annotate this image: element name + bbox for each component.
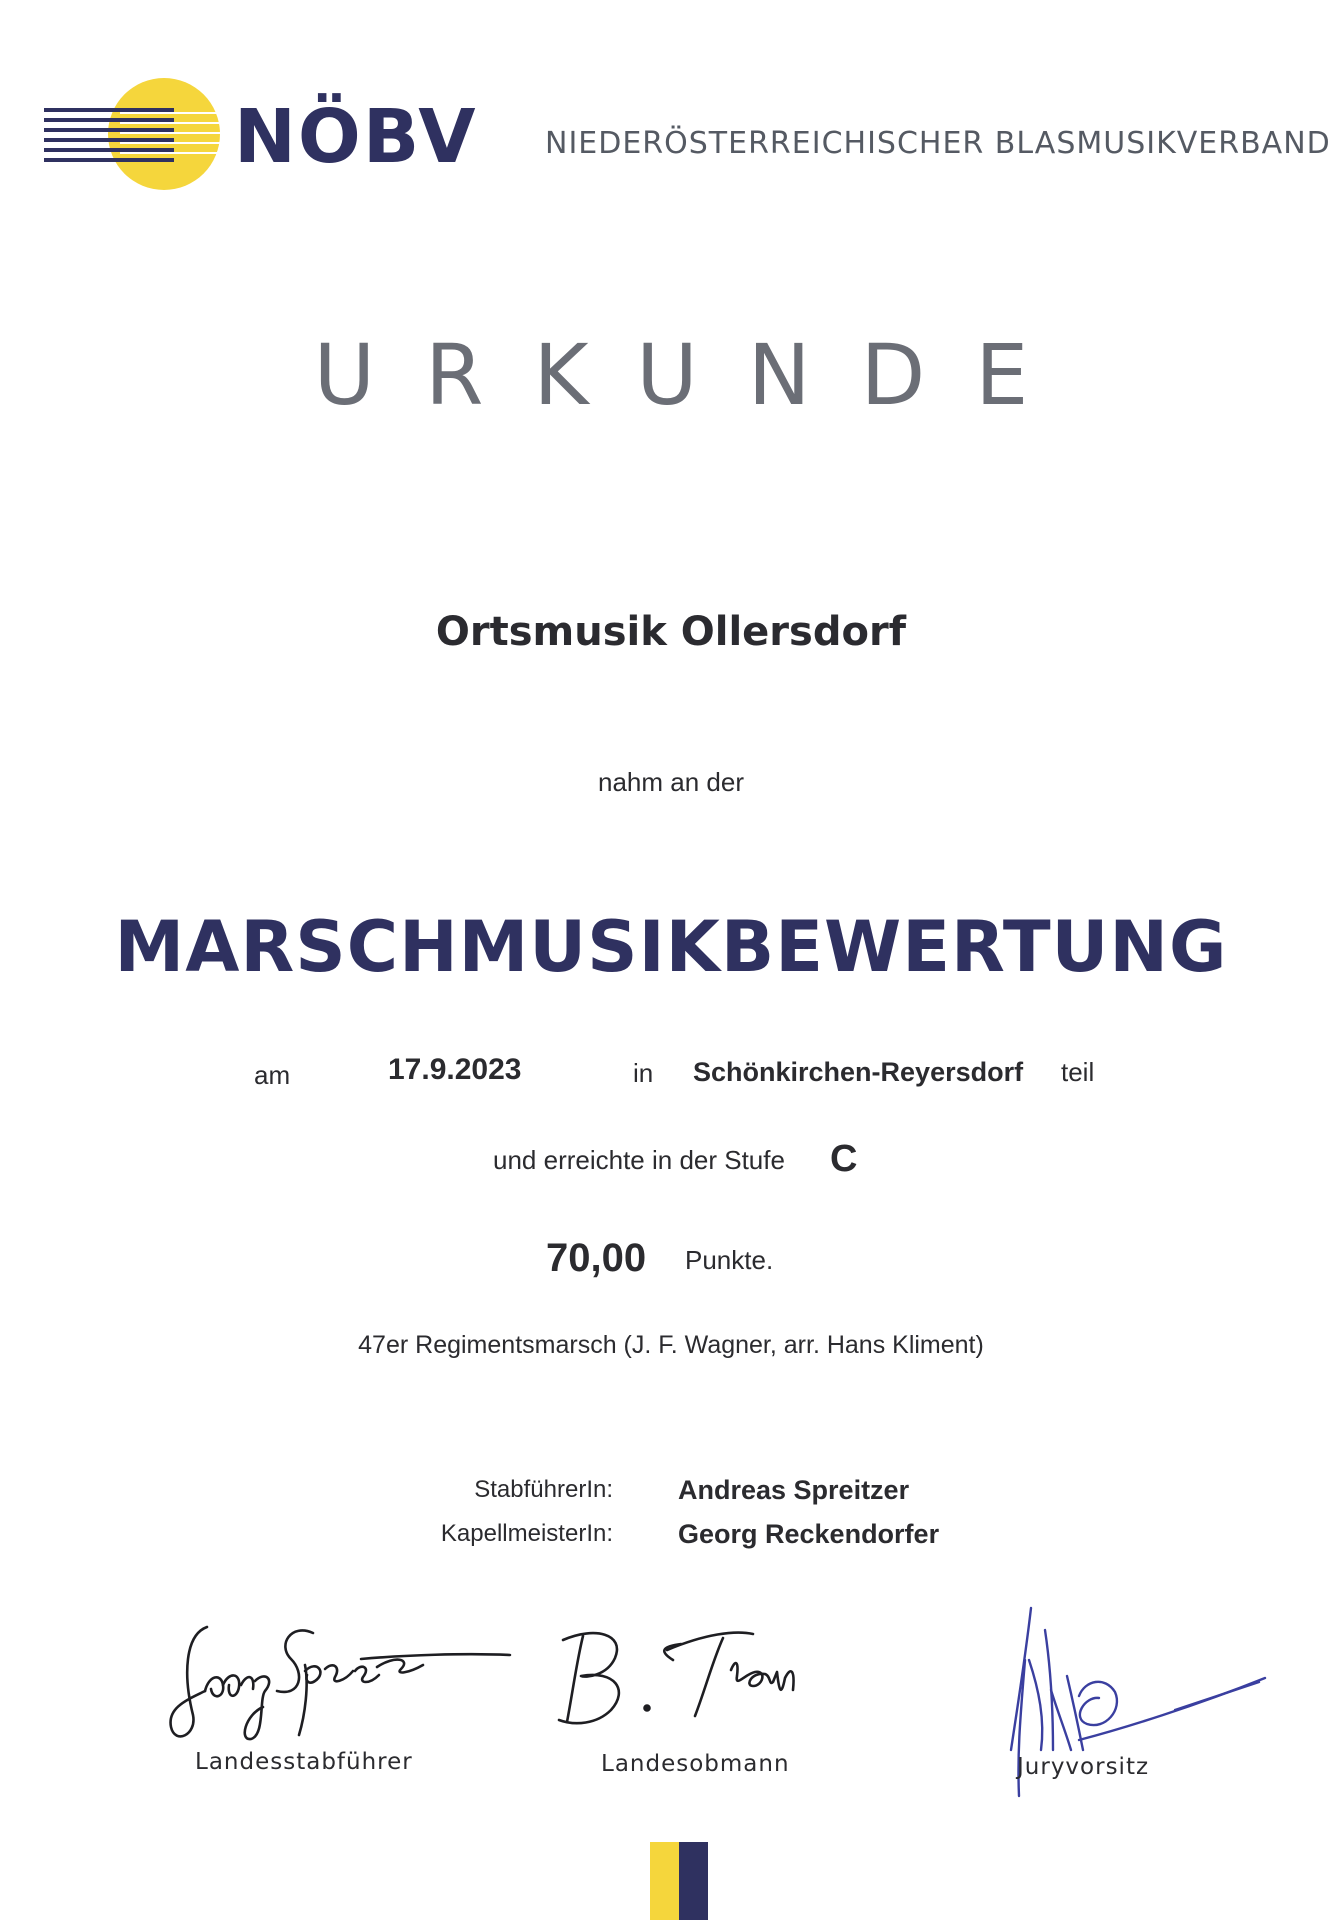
band-name: Ortsmusik Ollersdorf xyxy=(435,609,907,655)
signature-landesobmann xyxy=(555,1620,805,1740)
logo-text: NÖBV xyxy=(234,94,478,180)
am-label: am xyxy=(254,1060,291,1090)
points-value: 70,00 xyxy=(546,1236,647,1280)
in-label: in xyxy=(633,1058,654,1088)
march-title: 47er Regimentsmarsch (J. F. Wagner, arr. Hans Kliment) xyxy=(358,1331,984,1359)
stufe-value: C xyxy=(830,1138,858,1180)
teil-label: teil xyxy=(1061,1057,1095,1087)
footer-flag xyxy=(650,1842,708,1920)
event-name: MARSCHMUSIKBEWERTUNG xyxy=(114,906,1228,988)
event-place: Schönkirchen-Reyersdorf xyxy=(693,1057,1024,1087)
kapellmeister-name: Georg Reckendorfer xyxy=(678,1519,940,1549)
organization-name: NIEDERÖSTERREICHISCHER BLASMUSIKVERBAND xyxy=(545,126,1331,161)
nobv-logo-mark xyxy=(44,78,224,190)
points-label: Punkte. xyxy=(685,1245,774,1275)
kapellmeister-label: KapellmeisterIn: xyxy=(440,1520,613,1547)
signature-caption-juryvorsitz: Juryvorsitz xyxy=(1017,1754,1150,1780)
took-part-text: nahm an der xyxy=(598,767,744,797)
event-date: 17.9.2023 xyxy=(388,1053,522,1086)
signature-caption-landesstabfuehrer: Landesstabführer xyxy=(195,1749,413,1775)
stufe-label: und erreichte in der Stufe xyxy=(493,1145,785,1175)
certificate-title: URKUNDE xyxy=(313,326,1079,424)
stabfuehrer-label: StabführerIn: xyxy=(474,1476,613,1503)
signature-landesstabfuehrer xyxy=(165,1615,515,1745)
signature-caption-landesobmann: Landesobmann xyxy=(601,1751,790,1777)
stabfuehrer-name: Andreas Spreitzer xyxy=(678,1475,910,1505)
